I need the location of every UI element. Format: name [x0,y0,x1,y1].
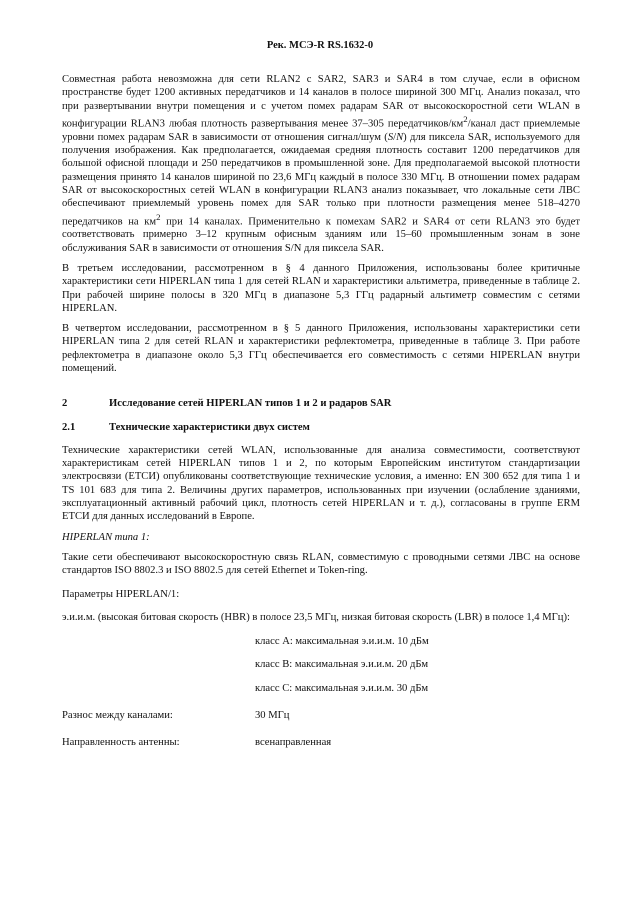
section-title: Исследование сетей HIPERLAN типов 1 и 2 и радаров SAR [109,398,392,410]
section-number: 2 [62,398,68,410]
param-label: Направленность антенны: [62,737,180,749]
class-a-line: класс A: максимальная э.и.и.м. 10 дБм [255,636,429,648]
paragraph-hiperlan1-description: Такие сети обеспечивают высокоскоростную связь RLAN, совместимую с проводными сетями ЛВС на основе стандартов ISO 8802.3 и ISO 8802.5 для сетей Ethernet и Token-ring. [62,551,580,577]
eirp-text: э.и.и.м. (высокая битовая скорость (HBR) в полосе 23,5 МГц, низкая битовая скорость (LBR) в полосе 1,4 МГц): [62,611,570,623]
section-title: Технические характеристики двух систем [109,421,310,433]
paragraph-wlan-characteristics: Технические характеристики сетей WLAN, использованные для анализа совместимости, соответствуют характеристикам сетей HIPERLAN типов 1 и 2, по которым Европейским институтом стандартизации электросвязи (ЕТСИ) опубликованы соответствующие технические условия, а именно: EN 300 652 для типа 1 и TS 101 683 для типа 2. Величины других параметров, использованных при изучении (ослабление зданиями, эксплуатационный активный рабочий цикл, плотность сетей HIPERLAN и т. д.), согласованы в группе ERM ЕТСИ для данных исследований в Европе. [62,444,580,523]
document-body [62,73,580,750]
paragraph-rlan-sar-coexistence: Совместная работа невозможна для сети RLAN2 с SAR2, SAR3 и SAR4 в том случае, если в офисном пространстве будет 1200 активных передатчиков и 14 каналов в полосе шириной 300 МГц. Анализ показал, что при развертывании внутри помещения и с учетом помех радарам SAR от высокоскоростной сети WLAN в конфигурации RLAN3 любая плотность развертывания менее 37–305 передатчиков/$км^2$/канал даст приемлемые уровни помех радарам SAR в зависимости от отношения сигнал/шум (S/N) для пиксела SAR, используемого для получения изображения. Как предполагается, ожидаемая средняя плотность составит 1200 передатчиков для большой офисной площади и 250 передатчиков в промышленной зоне. Для предполагаемой высокой плотности размещения принято 14 каналов шириной по 23,6 МГц каждый в полосе 330 МГц. В отношении помех радарам SAR от высокоскоростных сетей WLAN в конфигурации RLAN3 анализ показывает, что локальные сети ЛВС обеспечивают приемлемый уровень помех для SAR только при плотности размещения менее 518–4270 передатчиков на $км^2$ при 14 каналах. Применительно к помехам SAR2 и SAR4 от сети RLAN3 это будет соответствовать примерно 3–12 крупным офисным зданиям или 15–60 промышленным зонам в зоне обслуживания SAR в зависимости от отношения S/N для пиксела SAR. [62,74,580,254]
params-title: Параметры HIPERLAN/1: [62,588,180,600]
hiperlan1-label: HIPERLAN типа 1: [62,531,150,543]
section-number: 2.1 [62,421,76,433]
page-header: Рек. МСЭ-R RS.1632-0 [266,40,374,51]
paragraph-third-study: В третьем исследовании, рассмотренном в § 4 данного Приложения, использованы более критичные характеристики сети HIPERLAN типа 1 для сетей RLAN и характеристики альтиметра, приведенные в таблице 2. При рабочей ширине полосы в 320 МГц в диапазоне 5,3 ГГц радарный альтиметр совместим с сетями HIPERLAN. [62,262,580,314]
param-value: 30 МГц [255,710,290,722]
section-heading-2 [62,397,580,410]
section-heading-2-1 [62,421,580,434]
param-row-antenna-directivity [62,736,580,749]
class-c-line: класс C: максимальная э.и.и.м. 30 дБм [255,682,429,694]
param-row-channel-spacing [62,709,580,722]
class-b-line: класс B: максимальная э.и.и.м. 20 дБм [255,659,429,671]
param-label: Разнос между каналами: [62,710,173,722]
param-value: всенаправленная [255,737,332,749]
paragraph-fourth-study: В четвертом исследовании, рассмотренном в § 5 данного Приложения, использованы характеристики сети HIPERLAN типа 2 для сетей RLAN и характеристики рефлектометра, приведенные в таблице 3. При работе рефлектометра в диапазоне около 5,3 ГГц обеспечивается его совместимость с сетями HIPERLAN внутри помещений. [62,323,580,374]
